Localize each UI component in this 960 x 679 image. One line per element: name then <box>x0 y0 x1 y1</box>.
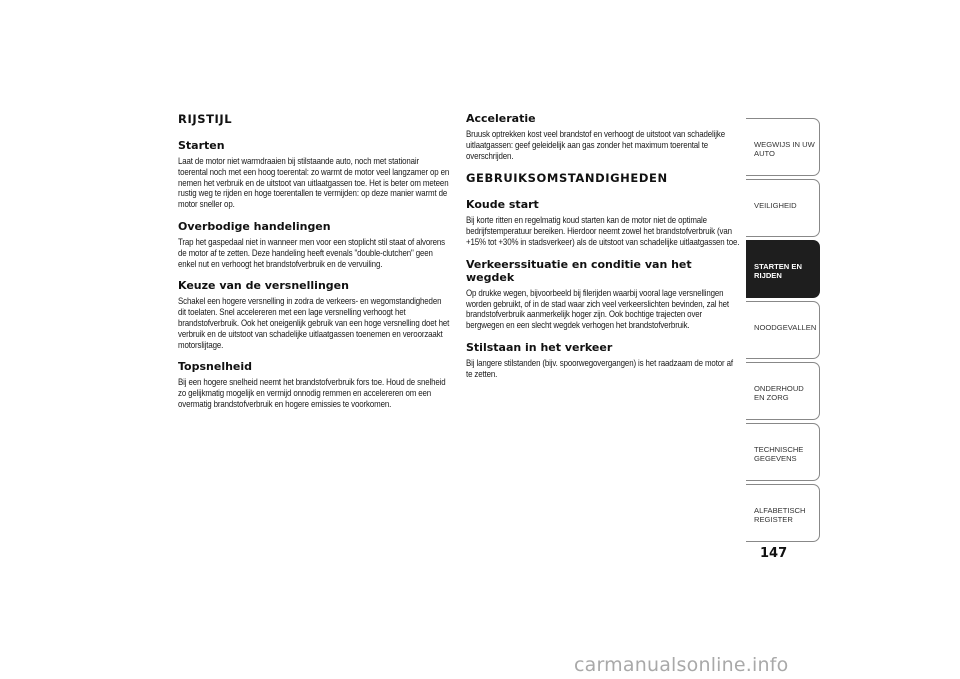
section-starten <box>178 139 450 210</box>
tab-alfabetisch-register[interactable]: ALFABETISCH REGISTER <box>746 484 820 542</box>
section-topsnelheid <box>178 360 450 409</box>
paragraph-stilstaan: Bij langere stilstanden (bijv. spoorwegovergangen) is het raadzaam de motor af te zetten. <box>466 357 733 379</box>
section-acceleratie <box>466 112 740 161</box>
heading-acceleratie: Acceleratie <box>466 112 536 125</box>
section-keuze-versnellingen <box>178 279 450 350</box>
heading-stilstaan: Stilstaan in het verkeer <box>466 340 613 354</box>
tab-wegwijs-in-uw-auto[interactable]: WEGWIJS IN UW AUTO <box>746 118 820 176</box>
heading-verkeerssituatie: Verkeerssituatie en conditie van het wegdek <box>466 257 692 284</box>
heading-topsnelheid: Topsnelheid <box>178 360 253 374</box>
watermark-text: carmanualsonline.info <box>574 654 789 676</box>
paragraph-acceleratie: Bruusk optrekken kost veel brandstof en verhoogt de uitstoot van schadelijke uitlaatgassen: geef geleidelijk aan gas zonder het maximum toerental te overschrijden. <box>466 129 726 161</box>
section-title-rijstijl: RIJSTIJL <box>178 112 233 126</box>
heading-starten: Starten <box>178 139 225 152</box>
heading-koude-start: Koude start <box>466 198 539 212</box>
left-column <box>178 112 450 420</box>
paragraph-starten: Laat de motor niet warmdraaien bij stilstaande auto, noch met stationair toerental noch met een hoog toerental: zo warmt de motor veel langzamer op en nemen het verbruik en de uitstoot van uitlaatgassen toe. Het is beter om meteen rustig weg te rijden en hoge toerentallen te vermijden: op deze manier warmt de motor sneller op. <box>178 156 450 210</box>
section-title-gebruiksomstandigheden: GEBRUIKSOMSTANDIGHEDEN <box>466 171 668 186</box>
chapter-tabs <box>746 118 820 545</box>
paragraph-keuze-versnellingen: Schakel een hogere versnelling in zodra de verkeers- en wegomstandigheden dit toelaten. Snel accelereren met een lage versnelling verhoogt het brandstofverbruik. Ook het oneigenlijk gebruik van een hoge versnelling doet het verbruik en de uitstoot van schadelijke uitlaatgassen toenemen en veroorzaakt motorslijtage. <box>178 296 450 350</box>
heading-keuze-versnellingen: Keuze van de versnellingen <box>178 279 349 293</box>
tab-veiligheid[interactable]: VEILIGHEID <box>746 179 820 237</box>
tab-onderhoud-en-zorg[interactable]: ONDERHOUD EN ZORG <box>746 362 820 420</box>
paragraph-topsnelheid: Bij een hogere snelheid neemt het brandstofverbruik fors toe. Houd de snelheid zo gelijkmatig mogelijk en vermijd onnodig remmen en accelereren om een overmatig brandstofverbruik en hogere emissies te voorkomen. <box>178 377 446 409</box>
section-stilstaan <box>466 341 740 380</box>
page-number: 147 <box>760 546 788 561</box>
paragraph-koude-start: Bij korte ritten en regelmatig koud starten kan de motor niet de optimale bedrijfstemperatuur bereiken. Hierdoor neemt zowel het brandstofverbruik (van +15% tot +30% in stadsverkeer) als de uitstoot van schadelijke uitlaatgassen toe. <box>466 215 740 247</box>
section-koude-start <box>466 198 740 247</box>
section-verkeerssituatie <box>466 258 740 331</box>
paragraph-overbodige-handelingen: Trap het gaspedaal niet in wanneer men voor een stoplicht stil staat of alvorens de motor af te zetten. Deze handeling heeft evenals "double-clutchen" geen enkel nut en verhoogt het brandstofverbruik en de vervuiling. <box>178 236 445 269</box>
tab-starten-en-rijden[interactable]: STARTEN EN RIJDEN <box>746 240 820 298</box>
right-column <box>466 112 740 390</box>
tab-noodgevallen[interactable]: NOODGEVALLEN <box>746 301 820 359</box>
section-overbodige-handelingen <box>178 220 450 269</box>
tab-technische-gegevens[interactable]: TECHNISCHE GEGEVENS <box>746 423 820 481</box>
paragraph-verkeerssituatie: Op drukke wegen, bijvoorbeeld bij filerijden waarbij vooral lage versnellingen worden gebruikt, of in de stad waar zich veel verkeerslichten bevinden, zal het brandstofverbruik aanmerkelijk hoger zijn. Ook bochtige trajecten over bergwegen en een slecht wegdek verhogen het brandstofverbruik. <box>466 287 729 331</box>
heading-overbodige-handelingen: Overbodige handelingen <box>178 219 331 233</box>
